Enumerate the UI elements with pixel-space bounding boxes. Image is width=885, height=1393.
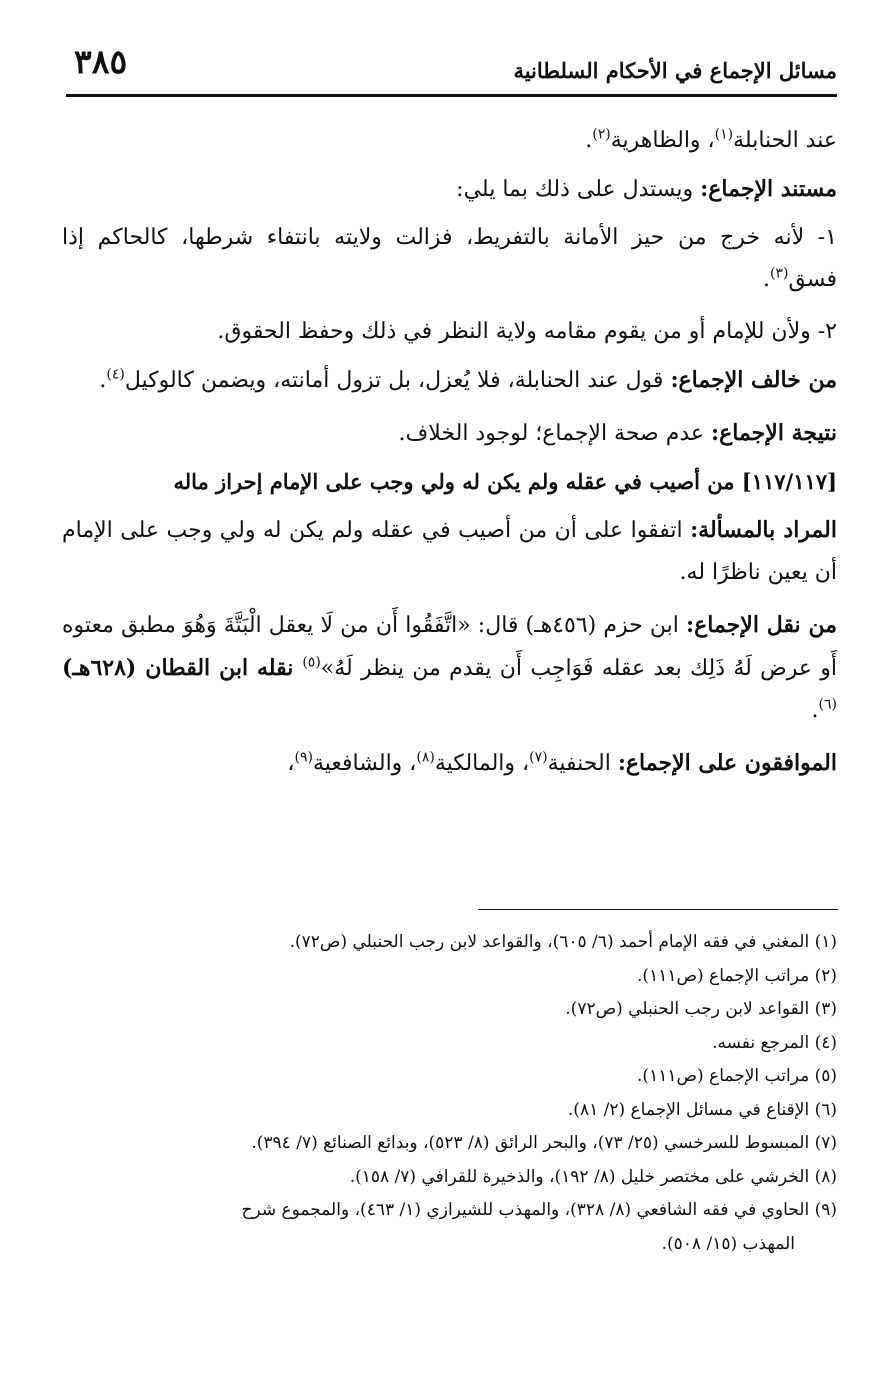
paragraph-5: من خالف الإجماع: قول عند الحنابلة، فلا يُعزل، بل تزول أمانته، ويضمن كالوكيل$^{(٤)}$. (99, 366, 837, 393)
footnote-ref[interactable]: (٩) (294, 749, 313, 766)
section-label: المراد بالمسألة: (690, 517, 837, 543)
footnote-ref[interactable]: (٥) (302, 654, 321, 671)
footnote-ref[interactable]: (٧) (529, 749, 548, 766)
section-label: من خالف الإجماع: (670, 367, 837, 393)
footnote-divider (478, 909, 838, 910)
footnote-ref[interactable]: (٢) (592, 126, 611, 143)
footnote-8: (٨) الخرشي على مختصر خليل (٨/ ١٩٢)، والذخيرة للقرافي (٧/ ١٥٨). (349, 1166, 837, 1187)
section-label: نتيجة الإجماع: (711, 420, 837, 446)
section-label: الموافقون على الإجماع: (617, 750, 837, 776)
footnote-2: (٢) مراتب الإجماع (ص١١١). (637, 965, 837, 986)
footnote-5: (٥) مراتب الإجماع (ص١١١). (637, 1066, 837, 1086)
page-number: ٣٨٥ (74, 42, 128, 81)
footnote-9-continuation: المهذب (١٥/ ٥٠٨). (661, 1233, 795, 1254)
page-header (66, 42, 837, 97)
footnote-ref[interactable]: (٤) (106, 366, 125, 383)
footnote-ref[interactable]: (٨) (416, 749, 435, 766)
paragraph-1: عند الحنابلة$^{(١)}$، والظاهرية$^{(٢)}$. (585, 126, 837, 153)
footnote-ref[interactable]: (٦) (818, 696, 837, 713)
paragraph-8: من نقل الإجماع: ابن حزم (٤٥٦هـ) قال: «اتَّفَقُوا أَن من لَا يعقل الْبَتَّةَ وَهُوَ مطبق معتوه أَو عرض لَهُ ذَلِك بعد عقله فَوَاجِب أَن يقدم من ينظر لَهُ»$^{(٥)}$ نقله ابن القطان (٦٢٨هـ)$^{(٦)}$. (62, 612, 837, 723)
footnote-9: (٩) الحاوي في فقه الشافعي (٨/ ٣٢٨)، والمهذب للشيرازي (١/ ٤٦٣)، والمجموع شرح (241, 1200, 837, 1220)
paragraph-9: الموافقون على الإجماع: الحنفية$^{(٧)}$، والمالكية$^{(٨)}$، والشافعية$^{(٩)}$، (287, 749, 837, 776)
footnote-3: (٣) القواعد لابن رجب الحنبلي (ص٧٢). (565, 999, 837, 1019)
footnote-7: (٧) المبسوط للسرخسي (٢٥/ ٧٣)، والبحر الرائق (٨/ ٥٢٣)، وبدائع الصنائع (٧/ ٣٩٤). (251, 1133, 837, 1153)
footnotes (62, 926, 837, 1261)
paragraph-6: نتيجة الإجماع: عدم صحة الإجماع؛ لوجود الخلاف. (398, 420, 837, 446)
paragraph-7: المراد بالمسألة: اتفقوا على أن من أصيب في عقله ولم يكن له ولي وجب على الإمام أن يعين ناظرًا له. (62, 517, 837, 585)
footnote-1: (١) المغني في فقه الإمام أحمد (٦/ ٦٠٥)، والقواعد لابن رجب الحنبلي (ص٧٢). (289, 932, 837, 952)
main-text (62, 120, 837, 795)
issue-heading: [١١٧/١١٧] من أصيب في عقله ولم يكن له ولي وجب على الإمام إحراز ماله (173, 469, 837, 494)
section-label: مستند الإجماع: (700, 176, 837, 202)
footnote-4: (٤) المرجع نفسه. (712, 1032, 837, 1053)
paragraph-3: ١- لأنه خرج من حيز الأمانة بالتفريط، فزالت ولايته بانتفاء شرطها، كالحاكم إذا فسق$^{(٣)}$. (62, 225, 837, 292)
paragraph-2: مستند الإجماع: ويستدل على ذلك بما يلي: (456, 176, 837, 202)
section-label: من نقل الإجماع: (686, 612, 837, 638)
paragraph-4: ٢- ولأن للإمام أو من يقوم مقامه ولاية النظر في ذلك وحفظ الحقوق. (217, 319, 837, 344)
footnote-ref[interactable]: (١) (714, 126, 734, 143)
footnote-6: (٦) الإقناع في مسائل الإجماع (٢/ ٨١). (567, 1099, 837, 1120)
running-title: مسائل الإجماع في الأحكام السلطانية (513, 58, 837, 83)
footnote-ref[interactable]: (٣) (770, 265, 789, 282)
